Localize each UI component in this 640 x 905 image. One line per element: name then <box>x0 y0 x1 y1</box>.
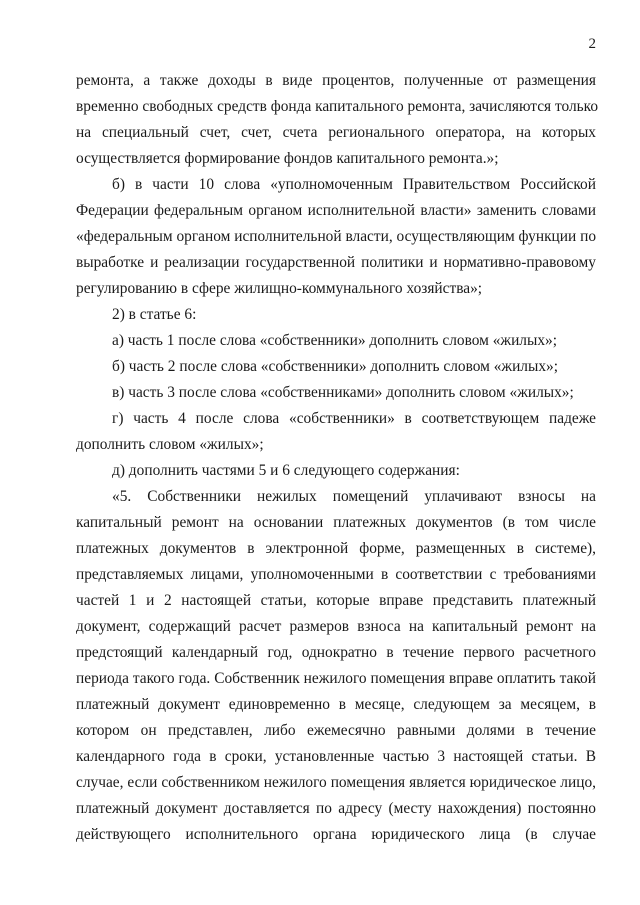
text-line: на специальный счет, счет, счета регионального оператора, на которых <box>76 124 596 141</box>
text-line: действующего исполнительного органа юридического лица (в случае <box>76 826 596 843</box>
text-line: платежный документ единовременно в месяце, следующем за месяцем, в <box>76 696 596 713</box>
text-line: платежных документов в электронной форме, размещенных в системе), <box>76 540 596 557</box>
text-line: платежный документ доставляется по адресу (месту нахождения) постоянно <box>76 800 596 817</box>
text-line: регулированию в сфере жилищно-коммунального хозяйства»; <box>76 280 483 297</box>
text-line: Федерации федеральным органом исполнительной власти» заменить словами <box>76 202 596 219</box>
text-line: дополнить словом «жилых»; <box>76 436 264 453</box>
text-line: капитальный ремонт на основании платежных документов (в том числе <box>76 514 596 531</box>
text-line: частей 1 и 2 настоящей статьи, которые вправе представить платежный <box>76 592 596 609</box>
text-line: 2) в статье 6: <box>112 306 197 323</box>
text-line: «федеральным органом исполнительной власти, осуществляющим функции по <box>76 228 597 245</box>
text-line: в) часть 3 после слова «собственниками» дополнить словом «жилых»; <box>112 384 574 401</box>
text-line: б) часть 2 после слова «собственники» дополнить словом «жилых»; <box>112 358 558 375</box>
text-line: представляемых лицами, уполномоченными в соответствии с требованиями <box>76 566 596 583</box>
text-line: б) в части 10 слова «уполномоченным Правительством Российской <box>112 176 596 193</box>
text-line: г) часть 4 после слова «собственники» в соответствующем падеже <box>112 410 596 427</box>
page-number: 2 <box>588 36 596 52</box>
text-line: осуществляется формирование фондов капитального ремонта.»; <box>76 150 499 167</box>
text-line: календарного года в сроки, установленные частью 3 настоящей статьи. В <box>76 748 596 765</box>
text-line: документ, содержащий расчет размеров взноса на капитальный ремонт на <box>76 618 596 635</box>
text-line: а) часть 1 после слова «собственники» дополнить словом «жилых»; <box>112 332 557 349</box>
text-line: временно свободных средств фонда капитального ремонта, зачисляются только <box>76 98 599 115</box>
text-line: котором он представлен, либо ежемесячно равными долями в течение <box>76 722 596 739</box>
text-line: «5. Собственники нежилых помещений уплачивают взносы на <box>112 488 596 505</box>
text-line: выработке и реализации государственной политики и нормативно-правовому <box>76 254 596 271</box>
text-line: периода такого года. Собственник нежилого помещения вправе оплатить такой <box>76 670 596 687</box>
text-line: случае, если собственником нежилого помещения является юридическое лицо, <box>76 774 596 791</box>
text-line: предстоящий календарный год, однократно в течение первого расчетного <box>76 644 596 661</box>
text-line: ремонта, а также доходы в виде процентов, полученные от размещения <box>76 72 596 89</box>
text-line: д) дополнить частями 5 и 6 следующего содержания: <box>112 462 460 479</box>
